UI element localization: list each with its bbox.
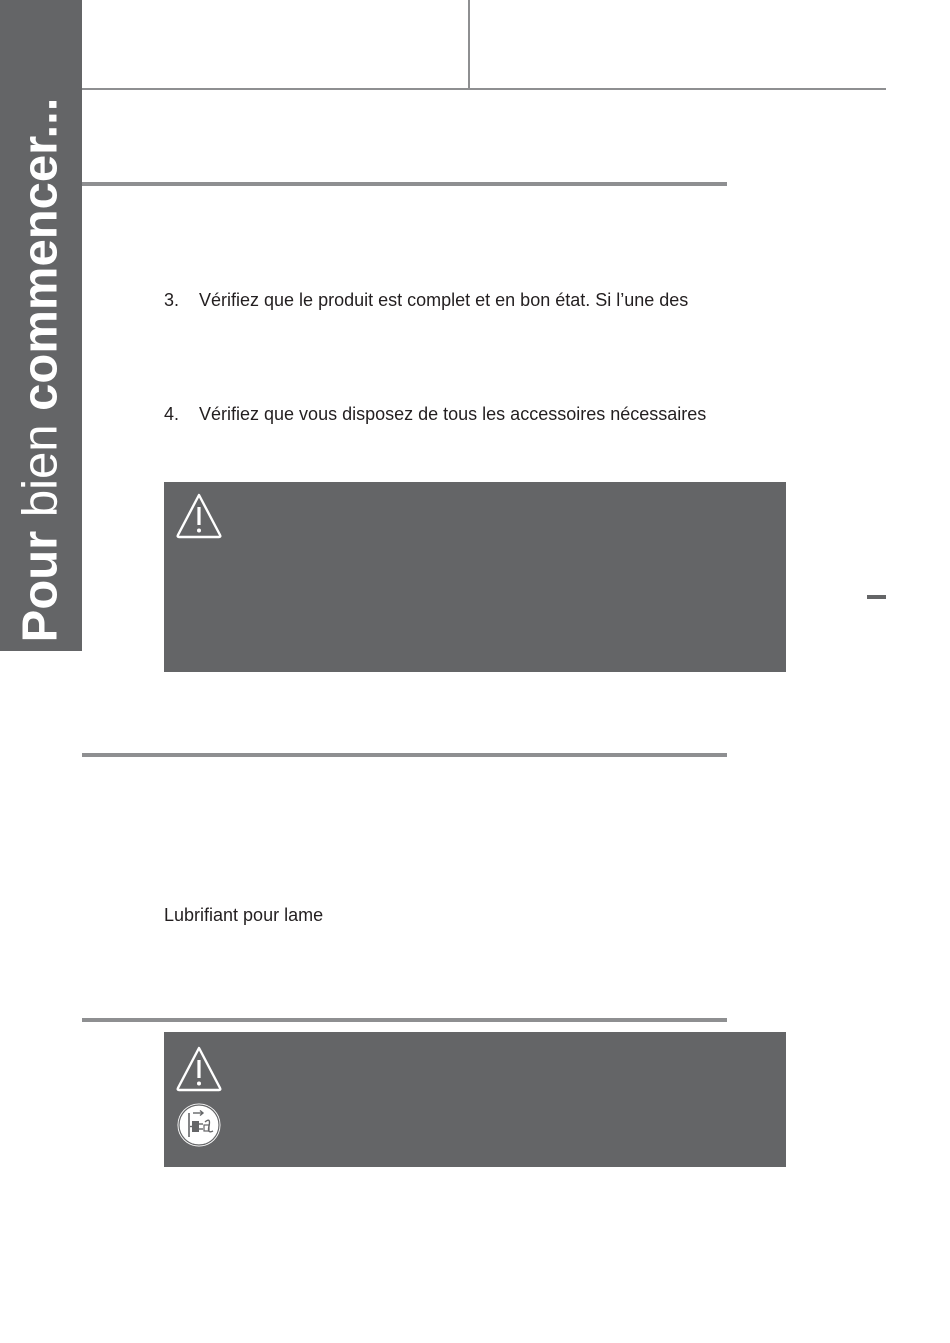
warning-box-2 <box>164 1032 786 1167</box>
step-number: 3. <box>164 290 180 310</box>
step-number: 4. <box>164 404 180 424</box>
section-title-light: bien <box>13 424 68 518</box>
unplug-power-icon <box>175 1101 223 1149</box>
section-title-bold: Pour <box>13 530 68 643</box>
sidebar-tab <box>0 0 82 651</box>
header-divider <box>468 0 470 89</box>
step-text: Vérifiez que le produit est complet et en bon état. Si l’une des <box>199 290 689 310</box>
section-rule-2 <box>82 753 727 757</box>
accessory-item: Lubrifiant pour lame <box>164 905 324 925</box>
step-text: Vérifiez que vous disposez de tous les accessoires nécessaires <box>199 404 707 424</box>
section-title <box>13 97 68 643</box>
step-3 <box>164 289 688 311</box>
section-rule-1 <box>82 182 727 186</box>
section-title-bold-2: commencer... <box>13 97 68 411</box>
header-rule <box>82 88 886 90</box>
warning-triangle-icon <box>174 491 224 541</box>
warning-box-1 <box>164 482 786 672</box>
step-4 <box>164 403 706 425</box>
margin-tick <box>867 595 886 599</box>
section-rule-3 <box>82 1018 727 1022</box>
warning-triangle-icon <box>174 1044 224 1094</box>
